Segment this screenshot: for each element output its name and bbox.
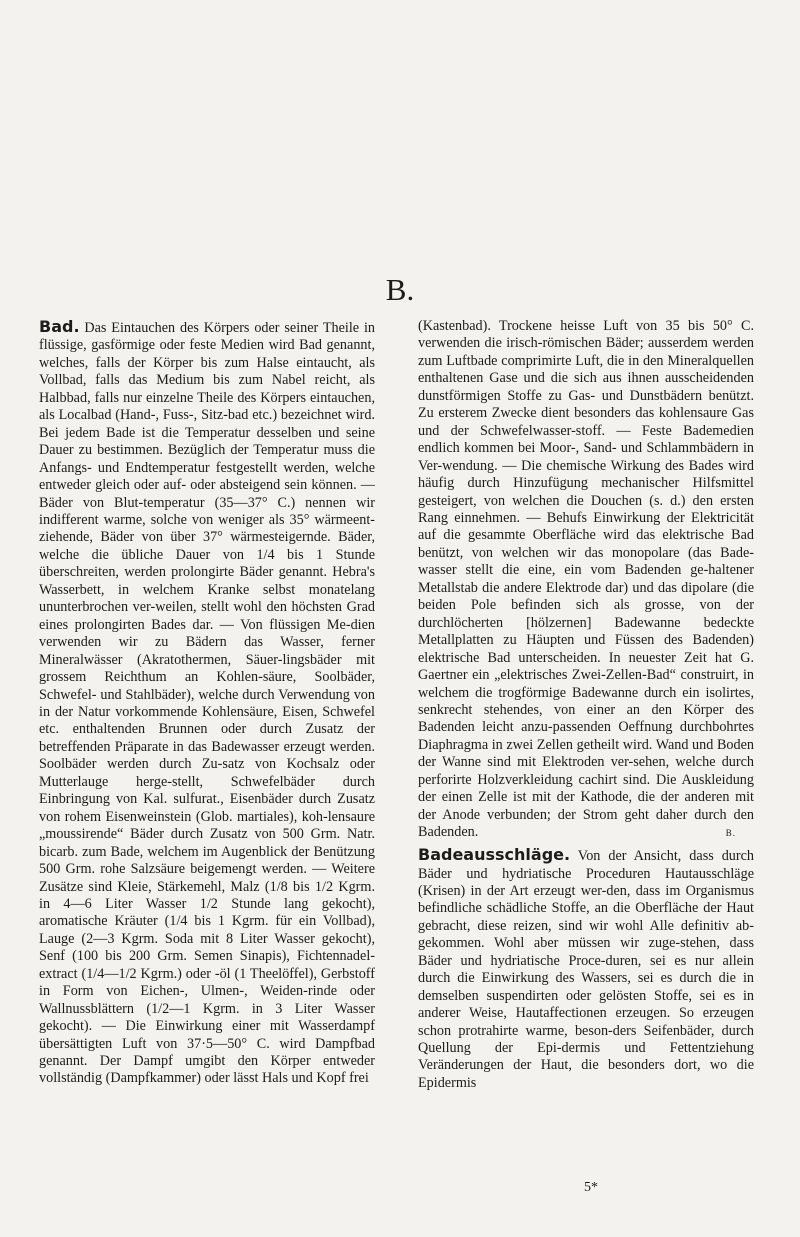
entry-badeausschlaege: [418, 846, 754, 1092]
author-signature: B.: [725, 827, 736, 838]
entry-text-badeausschlaege: Von der Ansicht, dass durch Bäder und hydriatische Proceduren Hautausschläge (Krisen) in der Art erzeugt wer-den, dass im Organismus befindliche schädliche Stoffe, an die Oberfläche der Haut gebracht, diese reizen, sind wir wohl Alle definitiv ab-gekommen. Wohl aber müssen wir zuge-stehen, dass Bäder und hydriatische Proce-duren, sei es nur allein durch die Einwirkung des Wassers, sei es durch die in demselben suspendirten oder gelösten Stoffe, sei es in anderer Weise, Hautaffectionen erzeugen. So erzeugen schon protrahirte warme, beson-ders Seifenbäder, durch Quellung der Epi-dermis und Fettentziehung Veränderungen der Haut, die besonders dort, wo die Epidermis: [418, 848, 754, 1091]
right-column: [418, 318, 754, 1092]
entry-text-bad-left: Das Eintauchen des Körpers oder seiner Theile in flüssige, gasförmige oder feste Medien wird Bad genannt, welches, falls der Körper bis zum Halse eintaucht, als Vollbad, falls das Medium bis zum Nabel reicht, als Halbbad, falls nur einzelne Theile des Körpers eintauchen, als Localbad (Hand-, Fuss-, Sitz-bad etc.) bezeichnet wird. Bei jedem Bade ist die Temperatur desselben und seine Dauer zu bestimmen. Bezüglich der Temperatur muss die Anfangs- und Endtemperatur festgestellt werden, welche entweder gleich oder auf- oder absteigend sein können. — Bäder von Blut-temperatur (35—37° C.) nennen wir indifferent warme, solche von weniger als 35° wärmeent-ziehende, Bäder von über 37° wärmesteigernde. Bäder, welche die übliche Dauer von 1/4 bis 1 Stunde überschreiten, werden prolongirte Bäder genannt. Hebra's Wasserbett, in welchem Kranke selbst monatelang ununterbrochen ver-weilen, stellt wohl den höchsten Grad eines prolongirten Bades dar. — Von flüssigen Me-dien verwenden wir zu Bädern das Wasser, ferner Mineralwässer (Akratothermen, Säuer-lingsbäder mit grossem Reichthum an Kohlen-säure, Soolbäder, Schwefel- und Stahlbäder), welche durch Verwendung von in der Natur vorkommende Kohlensäure, Eisen, Schwefel etc. enthaltenden Brunnen oder durch Zusatz der betreffenden Präparate in das Badewasser erzeugt werden. Soolbäder werden durch Zu-satz von Kochsalz oder Mutterlauge herge-stellt, Schwefelbäder durch Einbringung von Kal. sulfurat., Eisenbäder durch Zusatz von rohem Eisenweinstein (Glob. martiales), koh-lensaure „moussirende“ Bäder durch Zusatz von 500 Grm. Natr. bicarb. zum Bade, welchem im Augenblick der Benützung 500 Grm. rohe Salzsäure beigemengt werden. — Weitere Zusätze sind Kleie, Stärkemehl, Malz (1/8 bis 1/2 Kgrm. in 4—6 Liter Wasser 1/2 Stunde lang gekocht), aromatische Kräuter (1/4 bis 1 Kgrm. für ein Vollbad), Lauge (2—3 Kgrm. Soda mit 8 Liter Wasser gekocht), Senf (100 bis 200 Grm. Semen Sinapis), Fichtennadel-extract (1/4—1/2 Kgrm.) oder -öl (1 Theelöffel), Gerbstoff in Form von Eichen-, Ulmen-, Weiden-rinde oder Wallnussblättern (1/2—1 Kgrm. in 3 Liter Wasser gekocht). — Die Einwirkung einer mit Wasserdampf übersättigten Luft von 37·5—50° C. wird Dampfbad genannt. Der Dampf umgibt den Körper entweder vollständig (Dampfkammer) oder lässt Hals und Kopf frei: [39, 320, 375, 1087]
entry-bad-continued: (Kastenbad). Trockene heisse Luft von 35 bis 50° C. verwenden die irisch-römischen Bäder; ausserdem werden zum Luftbade comprimirte Luft, die in den Mineralquellen enthaltenen Gase und die sich aus ihnen ausscheidenden dunstförmigen Stoffe zu Gas- und Dunstbädern benützt. Zu ersterem Zwecke dient besonders das kohlensaure Gas und der Schwefelwasser-stoff. — Feste Bademedien endlich kommen bei Moor-, Sand- und Schlammbädern in Ver-wendung. — Die chemische Wirkung des Bades wird häufig durch Hinzufügung mechanischer Hilfsmittel gesteigert, von welchen die Douchen (s. d.) den ersten Rang einnehmen. — Behufs Einwirkung der Elektricität auf die gesammte Oberfläche wird das elektrische Bad benützt, von welchen wir das monopolare (das Bade-wasser stellt die eine, ein vom Badenden ge-haltener Metallstab die andere Elektrode dar) und das dipolare (die beiden Pole befinden sich als grosse, von der durchlöcherten [hölzernen] Badewanne bedeckte Metallplatten zu Häupten und Füssen des Badenden) elektrische Bad unterscheiden. In neuester Zeit hat G. Gaertner ein „elektrisches Zwei-Zellen-Bad“ construirt, in welchem die trogförmige Badewanne durch ein isolirtes, senkrecht stehendes, von einer an den Körper des Badenden leicht anzu-passenden Oeffnung durchbohrtes Diaphragma in zwei Zellen getheilt wird. Wand und Boden der Wanne sind mit Elektroden ver-sehen, welche durch perforirte Holzverkleidung cachirt sind. Die Auskleidung der einen Zelle ist mit der Kathode, die der anderen mit der Anode verbunden; der Strom geht daher durch den Badenden.: [418, 318, 754, 841]
entry-term-badeausschlaege: Badeausschläge.: [418, 845, 571, 865]
page-number: 5*: [584, 1180, 598, 1195]
section-letter: B.: [385, 272, 415, 307]
entry-bad: [39, 318, 375, 1088]
entry-term-bad: Bad.: [39, 317, 80, 336]
left-column: [39, 318, 375, 1088]
